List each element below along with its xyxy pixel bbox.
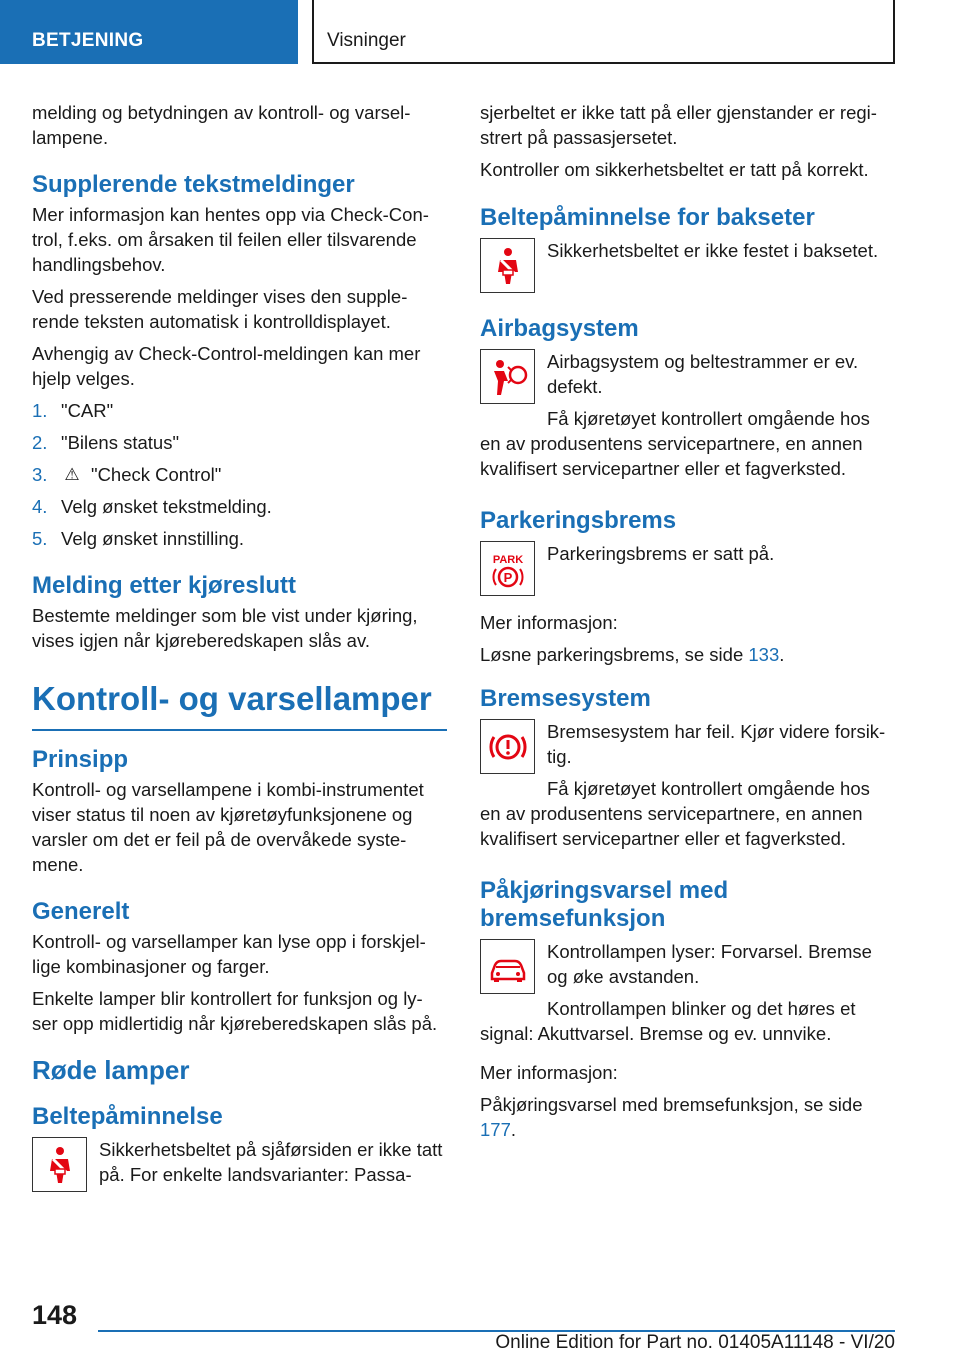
brake-paragraph-2a: Få kjøretøyet kontrollert omgående hos (547, 778, 870, 799)
brake-warning-icon (480, 719, 535, 774)
rear-belt-heading: Beltepåminnelse for bakseter (480, 204, 815, 231)
collision-ref: Påkjøringsvarsel med bremsefunksjon, se side 177. (480, 1094, 863, 1140)
page-link-177[interactable]: 177 (480, 1119, 511, 1140)
airbag-paragraph-2b: en av produsentens servicepartnere, en annen kvalifisert servicepartner eller et fagverksted. (480, 433, 863, 479)
brake-system-heading: Bremsesystem (480, 685, 651, 712)
belt-lamp (32, 1137, 447, 1194)
supp-heading: Supplerende tekstmeldinger (32, 171, 355, 198)
park-icon-text: PARK (492, 553, 523, 566)
left-column (32, 100, 447, 1194)
collision-paragraph-2b: signal: Akuttvarsel. Bremse og ev. unnvike. (480, 1023, 832, 1044)
brake-system-lamp (480, 719, 895, 801)
brake-paragraph-1: Bremsesystem har feil. Kjør videre forsik-tig. (547, 721, 886, 767)
belt-cont-paragraph-1: sjerbeltet er ikke tatt på eller gjenstander er regi-strert på passasjersetet. (480, 102, 877, 148)
list-item: 1. "CAR" (32, 400, 114, 421)
collision-warning-car-icon (480, 939, 535, 994)
seatbelt-icon (32, 1137, 87, 1192)
supp-paragraph-2: Ved presserende meldinger vises den supple-rende teksten automatisk i kontrolldisplayet. (32, 286, 408, 332)
section-title: BETJENING (32, 30, 144, 51)
general-heading: Generelt (32, 898, 130, 925)
supp-paragraph-1: Mer informasjon kan hentes opp via Check-Con-trol, f.eks. om årsaken til feilen eller tilsvarende handlingsbehov. (32, 204, 429, 275)
steps-list (32, 398, 447, 551)
rear-seatbelt-icon (480, 238, 535, 293)
airbag-paragraph-2a: Få kjøretøyet kontrollert omgående hos (547, 408, 870, 429)
list-item: 5. Velg ønsket innstilling. (32, 528, 245, 549)
supp-paragraph-3: Avhengig av Check-Control-meldingen kan mer hjelp velges. (32, 343, 421, 389)
page-link-133[interactable]: 133 (748, 644, 780, 665)
list-item: 4. Velg ønsket tekstmelding. (32, 496, 272, 517)
principle-paragraph: Kontroll- og varsellampene i kombi-instrumentet viser status til noen av kjøretøyfunksjonene og varsler om det er feil på de overvåkede syste-mene. (32, 779, 424, 875)
park-icon-letter: P (503, 569, 512, 585)
airbag-paragraph-1: Airbagsystem og beltestrammer er ev. defekt. (547, 351, 859, 397)
belt-paragraph: Sikkerhetsbeltet på sjåførsiden er ikke tatt på. For enkelte landsvarianter: Passa- (99, 1139, 443, 1185)
collision-lamp (480, 939, 895, 1021)
section-tab (0, 0, 298, 64)
after-heading: Melding etter kjøreslutt (32, 572, 297, 599)
brake-paragraph-2b: en av produsentens servicepartnere, en annen kvalifisert servicepartner eller et fagverksted. (480, 803, 863, 849)
belt-heading: Beltepåminnelse (32, 1103, 223, 1130)
collision-paragraph-2a: Kontrollampen blinker og det høres et (547, 998, 856, 1019)
right-column (480, 100, 895, 1149)
park-brake-heading: Parkeringsbrems (480, 507, 677, 534)
principle-heading: Prinsipp (32, 746, 129, 773)
list-item: 3. ⚠ "Check Control" (32, 464, 222, 485)
intro-paragraph: melding og betydningen av kontroll- og varsel-lampene. (32, 102, 411, 148)
chapter-title: Visninger (327, 30, 406, 51)
park-more-info: Mer informasjon: (480, 612, 618, 633)
rear-belt-lamp (480, 238, 895, 293)
park-brake-icon (480, 541, 535, 596)
main-heading: Kontroll- og varsellamper (32, 679, 447, 731)
collision-paragraph-1: Kontrollampen lyser: Forvarsel. Bremse og øke avstanden. (547, 941, 872, 987)
general-paragraph-2: Enkelte lamper blir kontrollert for funksjon og ly-ser opp midlertidig når kjøreberedskapen slås på. (32, 988, 438, 1034)
airbag-heading: Airbagsystem (480, 315, 639, 342)
park-brake-paragraph: Parkeringsbrems er satt på. (547, 543, 775, 564)
footer-edition: Online Edition for Part no. 01405A11148 - VI/20 (495, 1332, 895, 1353)
page-number: 148 (32, 1300, 78, 1330)
general-paragraph-1: Kontroll- og varsellamper kan lyse opp i forskjel-lige kombinasjoner og farger. (32, 931, 426, 977)
after-paragraph: Bestemte meldinger som ble vist under kjøring, vises igjen når kjøreberedskapen slås av. (32, 605, 418, 651)
rear-belt-paragraph: Sikkerhetsbeltet er ikke festet i baksetet. (547, 240, 879, 261)
park-brake-lamp (480, 541, 895, 596)
list-item: 2. "Bilens status" (32, 432, 180, 453)
red-lamps-heading: Røde lamper (32, 1055, 190, 1085)
airbag-lamp (480, 349, 895, 431)
chapter-tab (312, 0, 895, 64)
park-release-ref: Løsne parkeringsbrems, se side 133. (480, 644, 785, 665)
airbag-icon (480, 349, 535, 404)
collision-more-info: Mer informasjon: (480, 1062, 618, 1083)
belt-cont-paragraph-2: Kontroller om sikkerhetsbeltet er tatt på korrekt. (480, 159, 869, 180)
warning-triangle-icon: ⚠ (64, 465, 80, 484)
collision-heading: Påkjøringsvarsel med bremsefunksjon (480, 877, 729, 932)
